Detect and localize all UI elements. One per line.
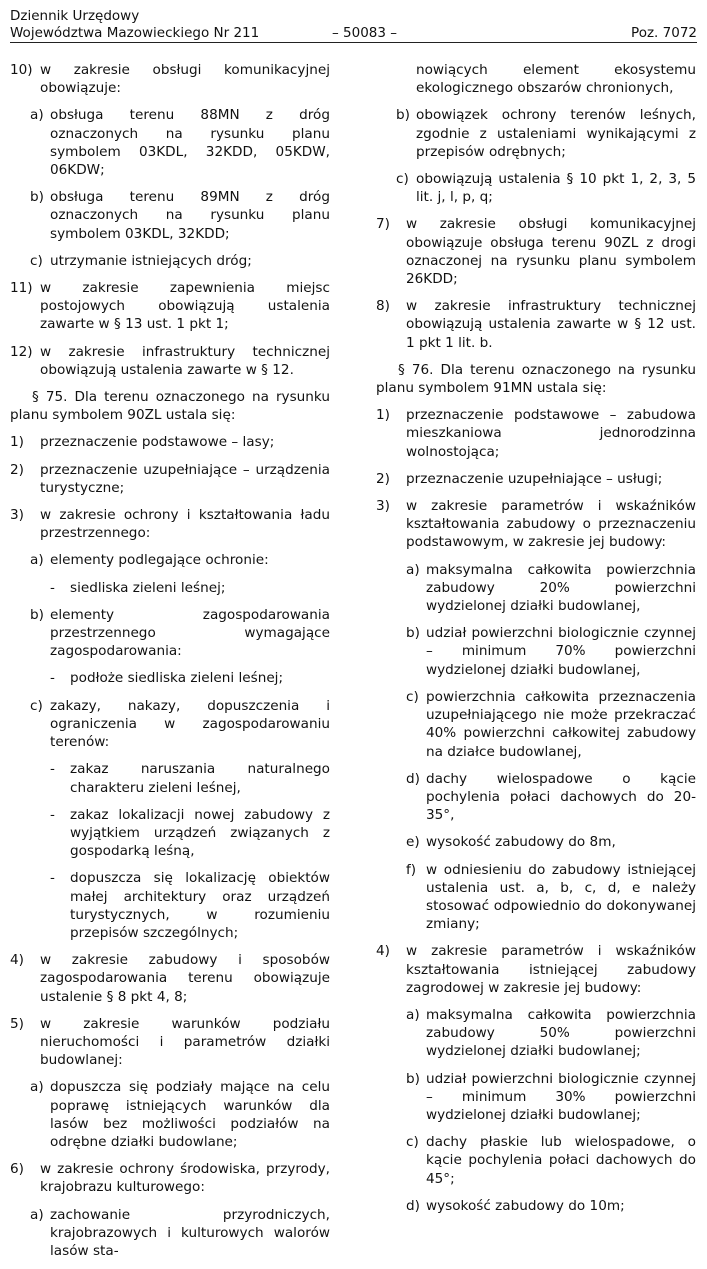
item-text: zachowanie przyrodniczych, krajobrazowych i kulturowych walorów lasów sta- <box>50 1206 330 1259</box>
item-text: w zakresie obsługi komunikacyjnej obowiązuje obsługa terenu 90ZL z drogi oznaczonej na rysunku planu symbolem 26KDD; <box>406 216 696 288</box>
left-column <box>10 61 330 1269</box>
item-number: 5) <box>10 1015 24 1032</box>
list-item <box>10 1206 330 1261</box>
item-number: f) <box>406 861 417 878</box>
item-number: b) <box>406 625 420 642</box>
list-item <box>10 669 330 687</box>
item-number: 1) <box>376 407 390 424</box>
list-item <box>10 188 330 243</box>
list-item <box>376 861 696 934</box>
item-text: podłoże siedliska zieleni leśnej; <box>70 670 284 687</box>
list-item <box>10 697 330 752</box>
item-text: w zakresie warunków podziału nieruchomości i parametrów działki budowlanej: <box>40 1015 330 1069</box>
item-text: w zakresie obsługi komunikacyjnej obowiązuje: <box>40 62 330 97</box>
item-text: elementy podlegające ochronie: <box>50 552 269 569</box>
item-number: 1) <box>10 434 24 451</box>
list-item <box>10 869 330 942</box>
item-text: utrzymanie istniejących dróg; <box>50 252 252 269</box>
list-item <box>376 1006 696 1061</box>
list-item <box>376 1070 696 1125</box>
item-number: c) <box>406 1134 419 1151</box>
item-number: b) <box>30 606 44 623</box>
item-text: w zakresie infrastruktury technicznej obowiązują ustalenia zawarte w § 12. <box>40 343 330 378</box>
right-column <box>376 61 696 1224</box>
item-number: 2) <box>376 470 390 487</box>
item-text: wysokość zabudowy do 10m; <box>426 1197 625 1214</box>
item-number: 8) <box>376 298 390 315</box>
item-number: a) <box>30 107 44 124</box>
item-text: w zakresie zapewnienia miejsc postojowych obowiązują ustalenia zawarte w § 13 ust. 1 pkt 1; <box>40 280 330 333</box>
item-number: b) <box>30 189 44 206</box>
item-number: 4) <box>10 952 24 969</box>
item-number: a) <box>406 561 420 578</box>
item-text: dachy wielospadowe o kącie pochylenia połaci dachowych do 20-35°, <box>426 770 696 824</box>
item-number: 12) <box>10 343 33 360</box>
item-text: obowiązują ustalenia § 10 pkt 1, 2, 3, 5 lit. j, l, p, q; <box>416 171 696 206</box>
item-text: przeznaczenie uzupełniające – urządzenia turystyczne; <box>40 461 330 496</box>
list-item <box>10 579 330 597</box>
item-text: zakazy, nakazy, dopuszczenia i ograniczenia w zagospodarowaniu terenów: <box>50 697 330 751</box>
item-text: siedliska zieleni leśnej; <box>70 579 226 596</box>
item-number: - <box>50 579 55 596</box>
list-item <box>376 942 696 997</box>
item-number: - <box>50 870 55 887</box>
item-text: elementy zagospodarowania przestrzennego wymagające zagospodarowania: <box>50 606 330 660</box>
item-text: w odniesieniu do zabudowy istniejącej ustalenia ust. a, b, c, d, e należy stosować odpowiednio do dokonywanej zmiany; <box>426 861 696 933</box>
item-number: 3) <box>10 507 24 524</box>
item-number: b) <box>396 107 410 124</box>
item-text: obsługa terenu 89MN z dróg oznaczonych na rysunku planu symbolem 03KDL, 32KDD; <box>50 189 330 242</box>
item-number: - <box>50 761 55 778</box>
item-number: 4) <box>376 943 390 960</box>
list-item <box>10 1160 330 1196</box>
paragraph <box>10 388 330 424</box>
item-text: nowiących element ekosystemu ekologicznego obszarów chronionych, <box>416 62 696 97</box>
item-text: zakaz naruszania naturalnego charakteru zieleni leśnej, <box>70 761 330 796</box>
list-item <box>10 506 330 542</box>
list-item <box>10 279 330 334</box>
item-text: zakaz lokalizacji nowej zabudowy z wyjątkiem urządzeń związanych z gospodarką leśną, <box>70 806 330 860</box>
list-item <box>10 433 330 451</box>
item-number: - <box>50 670 55 687</box>
list-item <box>376 297 696 352</box>
item-text: dachy płaskie lub wielospadowe, o kącie pochylenia połaci dachowych do 45°; <box>426 1134 696 1187</box>
header-rule <box>10 42 697 43</box>
item-text: w zakresie parametrów i wskaźników kształtowania zabudowy o przeznaczeniu podstawowym, w zakresie jej budowy: <box>406 498 696 551</box>
item-number: 2) <box>10 461 24 478</box>
item-number: a) <box>406 1006 420 1023</box>
list-item <box>376 106 696 161</box>
item-text: § 76. Dla terenu oznaczonego na rysunku planu symbolem 91MN ustala się: <box>376 361 696 397</box>
item-number: d) <box>406 770 420 787</box>
list-item <box>10 1015 330 1070</box>
list-item <box>376 215 696 288</box>
item-number: c) <box>396 171 409 188</box>
item-text: maksymalna całkowita powierzchnia zabudowy 20% powierzchni wydzielonej działki budowlanej, <box>426 561 696 615</box>
list-item <box>10 760 330 796</box>
list-item <box>10 1078 330 1151</box>
list-item <box>376 624 696 679</box>
item-number: c) <box>30 697 43 714</box>
item-number: c) <box>406 688 419 705</box>
list-item <box>10 343 330 379</box>
page-number: – 50083 – <box>332 25 398 41</box>
list-item <box>376 470 696 488</box>
item-text: w zakresie zabudowy i sposobów zagospodarowania terenu obowiązuje ustalenie § 8 pkt 4, 8; <box>40 952 330 1005</box>
item-text: udział powierzchni biologicznie czynnej – minimum 70% powierzchni wydzielonej działki budowlanej, <box>426 625 696 678</box>
item-number: 6) <box>10 1161 24 1178</box>
item-text: w zakresie infrastruktury technicznej obowiązują ustalenia zawarte w § 12 ust. 1 pkt 1 lit. b. <box>406 298 696 351</box>
item-number: e) <box>406 834 420 851</box>
item-text: dopuszcza się podziały mające na celu poprawę istniejących warunków dla lasów bez możliwości podziałów na odrębne działki budowlane; <box>50 1079 330 1150</box>
item-text: § 75. Dla terenu oznaczonego na rysunku planu symbolem 90ZL ustala się: <box>10 389 330 424</box>
list-item <box>376 406 696 461</box>
list-item <box>376 688 696 761</box>
position-number: Poz. 7072 <box>631 25 697 41</box>
item-number: a) <box>30 552 44 569</box>
item-number: a) <box>30 1206 44 1223</box>
page-header <box>10 8 697 42</box>
item-text: udział powierzchni biologicznie czynnej – minimum 30% powierzchni wydzielonej działki budowlanej; <box>426 1070 696 1123</box>
list-item <box>376 1133 696 1188</box>
paragraph <box>376 361 696 397</box>
list-item <box>10 551 330 569</box>
item-number: 10) <box>10 62 33 78</box>
item-number: c) <box>30 252 43 269</box>
item-text: powierzchnia całkowita przeznaczenia uzupełniającego nie może przekraczać 40% powierzchni całkowitej zabudowy na działce budowlanej, <box>426 688 696 760</box>
paragraph <box>376 61 696 97</box>
item-text: obsługa terenu 88MN z dróg oznaczonych na rysunku planu symbolem 03KDL, 32KDD, 05KDW, 06KDW; <box>50 107 330 179</box>
item-text: wysokość zabudowy do 8m, <box>426 834 616 851</box>
item-number: b) <box>406 1070 420 1087</box>
list-item <box>10 61 330 97</box>
item-text: w zakresie parametrów i wskaźników kształtowania istniejącej zabudowy zagrodowej w zakresie jej budowy: <box>406 943 696 996</box>
item-text: maksymalna całkowita powierzchnia zabudowy 50% powierzchni wydzielonej działki budowlanej; <box>426 1006 696 1060</box>
item-text: przeznaczenie uzupełniające – usługi; <box>406 470 663 487</box>
list-item <box>376 497 696 552</box>
list-item <box>376 833 696 851</box>
item-text: przeznaczenie podstawowe – zabudowa mieszkaniowa jednorodzinna wolnostojąca; <box>406 407 696 460</box>
journal-title: Dziennik Urzędowy <box>10 8 140 24</box>
item-text: obowiązek ochrony terenów leśnych, zgodnie z ustaleniami wynikającymi z przepisów odrębnych; <box>416 107 696 160</box>
list-item <box>10 606 330 661</box>
list-item <box>10 252 330 270</box>
list-item <box>376 770 696 825</box>
item-number: 7) <box>376 216 390 233</box>
list-item <box>10 806 330 861</box>
item-text: w zakresie ochrony i kształtowania ładu przestrzennego: <box>40 507 330 542</box>
item-text: przeznaczenie podstawowe – lasy; <box>40 434 275 451</box>
item-number: a) <box>30 1079 44 1096</box>
list-item <box>10 106 330 179</box>
list-item <box>376 561 696 616</box>
item-number: d) <box>406 1197 420 1214</box>
item-number: - <box>50 806 55 823</box>
journal-subtitle: Województwa Mazowieckiego Nr 211 <box>10 25 260 41</box>
item-number: 3) <box>376 498 390 515</box>
list-item <box>10 951 330 1006</box>
item-text: w zakresie ochrony środowiska, przyrody, krajobrazu kulturowego: <box>40 1161 330 1196</box>
list-item <box>376 170 696 206</box>
item-number: 11) <box>10 280 33 297</box>
list-item <box>10 461 330 497</box>
list-item <box>376 1197 696 1215</box>
item-text: dopuszcza się lokalizację obiektów małej architektury oraz urządzeń turystycznych, w rozumieniu przepisów szczególnych; <box>70 870 330 941</box>
